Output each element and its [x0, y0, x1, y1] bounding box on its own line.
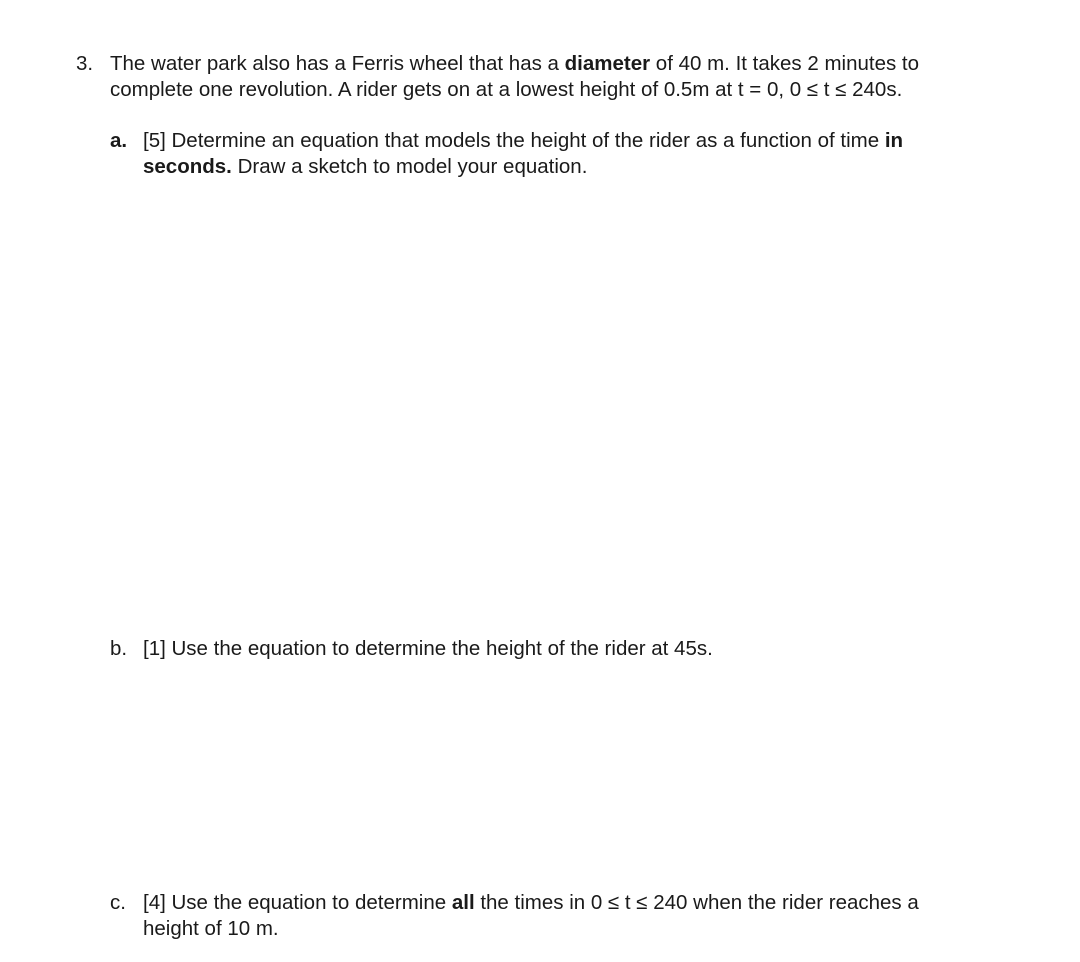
part-c-line-2: height of 10 m. [143, 917, 279, 940]
part-c-line-1-pre: [4] Use the equation to determine [143, 891, 452, 914]
part-a-line-1-pre: [5] Determine an equation that models the height of the rider as a function of time [143, 129, 885, 152]
question-line-1-bold: diameter [564, 52, 651, 75]
part-a-label: a. [110, 129, 128, 152]
question-number: 3. [76, 52, 94, 75]
part-b-label: b. [110, 637, 128, 660]
part-c-line-1-post: the times in 0 ≤ t ≤ 240 when the rider reaches a [474, 891, 919, 914]
question-line-1-post: of 40 m. It takes 2 minutes to [650, 52, 920, 75]
part-b-text: [1] Use the equation to determine the height of the rider at 45s. [143, 637, 713, 660]
part-a-line-1 [143, 128, 903, 154]
part-a-line-2 [143, 154, 587, 180]
part-c-label: c. [110, 891, 126, 914]
question-line-1 [110, 51, 919, 77]
part-c-line-1-bold: all [451, 891, 475, 914]
question-line-2: complete one revolution. A rider gets on at a lowest height of 0.5m at t = 0, 0 ≤ t ≤ 240s. [110, 78, 903, 101]
part-a-line-2-post: Draw a sketch to model your equation. [231, 155, 588, 178]
part-a-line-2-bold: seconds. [143, 155, 232, 178]
part-c-line-1 [143, 890, 919, 916]
part-a-line-1-bold: in [884, 129, 904, 152]
question-line-1-pre: The water park also has a Ferris wheel that has a [110, 52, 565, 75]
